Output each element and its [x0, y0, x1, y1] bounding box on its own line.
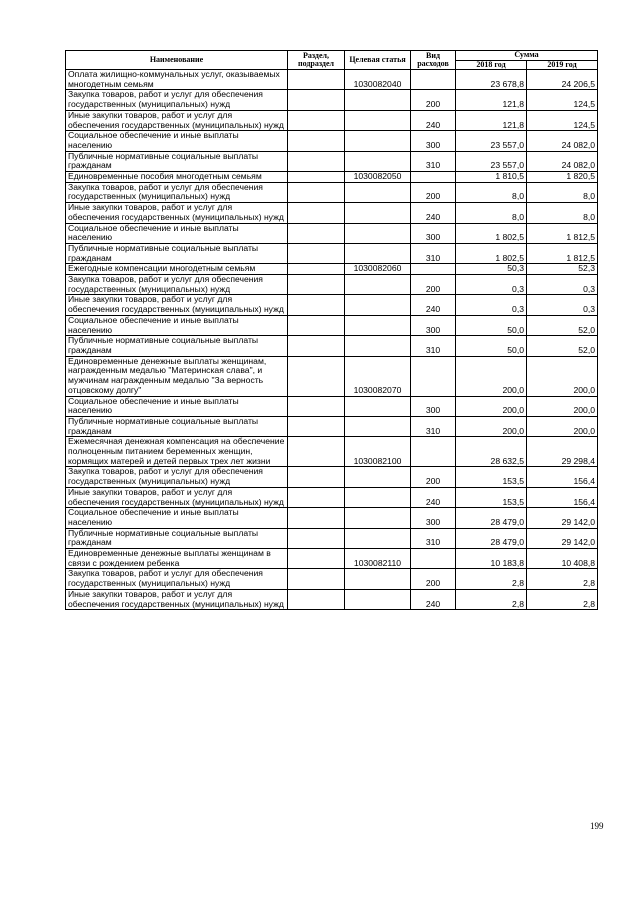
cell-section [288, 275, 345, 295]
cell-2019: 2,8 [527, 569, 598, 589]
cell-name: Публичные нормативные социальные выплаты гражданам [66, 528, 288, 548]
cell-type: 310 [411, 151, 456, 171]
cell-target [345, 243, 411, 263]
cell-target: 1030082100 [345, 437, 411, 467]
cell-section [288, 295, 345, 315]
page-number: 199 [590, 821, 604, 831]
cell-section [288, 437, 345, 467]
cell-name: Закупка товаров, работ и услуг для обеспечения государственных (муниципальных) нужд [66, 275, 288, 295]
table-row [66, 508, 598, 528]
table-row [66, 172, 598, 183]
cell-section [288, 396, 345, 416]
table-row [66, 589, 598, 609]
cell-target [345, 203, 411, 223]
cell-target [345, 131, 411, 151]
cell-2019: 156,4 [527, 487, 598, 507]
cell-target [345, 508, 411, 528]
cell-section [288, 549, 345, 569]
cell-type: 240 [411, 203, 456, 223]
cell-2018: 1 802,5 [456, 243, 527, 263]
cell-name: Иные закупки товаров, работ и услуг для обеспечения государственных (муниципальных) нужд [66, 589, 288, 609]
cell-2019: 29 142,0 [527, 528, 598, 548]
cell-section [288, 467, 345, 487]
cell-type: 300 [411, 223, 456, 243]
cell-name: Публичные нормативные социальные выплаты гражданам [66, 243, 288, 263]
cell-section [288, 528, 345, 548]
cell-type: 200 [411, 275, 456, 295]
cell-name: Единовременные денежные выплаты женщинам, награжденным медалью "Материнская слава", и мужчинам награжденным медалью "За верность отцовскому долгу" [66, 356, 288, 396]
cell-section [288, 508, 345, 528]
cell-target [345, 487, 411, 507]
table-row [66, 203, 598, 223]
cell-target [345, 151, 411, 171]
cell-target [345, 315, 411, 335]
cell-2018: 153,5 [456, 487, 527, 507]
table-row [66, 110, 598, 130]
cell-section [288, 172, 345, 183]
cell-2018: 8,0 [456, 182, 527, 202]
table-row [66, 336, 598, 356]
cell-type: 240 [411, 295, 456, 315]
cell-name: Единовременные денежные выплаты женщинам в связи с рождением ребенка [66, 549, 288, 569]
cell-2018: 200,0 [456, 356, 527, 396]
cell-type: 200 [411, 90, 456, 110]
cell-type: 200 [411, 569, 456, 589]
cell-target [345, 528, 411, 548]
cell-2019: 29 142,0 [527, 508, 598, 528]
table-row [66, 315, 598, 335]
table-row [66, 528, 598, 548]
cell-2018: 28 479,0 [456, 528, 527, 548]
table-row [66, 151, 598, 171]
cell-2019: 24 206,5 [527, 70, 598, 90]
cell-2018: 200,0 [456, 396, 527, 416]
cell-2019: 0,3 [527, 295, 598, 315]
cell-2018: 0,3 [456, 295, 527, 315]
cell-type: 310 [411, 416, 456, 436]
header-year-2019: 2019 год [527, 60, 598, 70]
table-row [66, 356, 598, 396]
cell-2019: 24 082,0 [527, 151, 598, 171]
table-body [66, 70, 598, 610]
cell-type: 300 [411, 508, 456, 528]
cell-type: 240 [411, 487, 456, 507]
cell-2019: 200,0 [527, 396, 598, 416]
cell-2019: 52,0 [527, 315, 598, 335]
cell-section [288, 70, 345, 90]
table-row [66, 437, 598, 467]
cell-name: Ежемесячная денежная компенсация на обеспечение полноценным питанием беременных женщин, кормящих матерей и детей первых трех лет жизни [66, 437, 288, 467]
cell-name: Публичные нормативные социальные выплаты гражданам [66, 336, 288, 356]
cell-2018: 1 810,5 [456, 172, 527, 183]
cell-type: 240 [411, 589, 456, 609]
cell-type: 310 [411, 336, 456, 356]
cell-section [288, 315, 345, 335]
cell-2018: 2,8 [456, 569, 527, 589]
cell-section [288, 203, 345, 223]
header-name: Наименование [66, 51, 288, 70]
cell-2018: 28 632,5 [456, 437, 527, 467]
cell-section [288, 110, 345, 130]
cell-name: Ежегодные компенсации многодетным семьям [66, 264, 288, 275]
cell-target: 1030082040 [345, 70, 411, 90]
cell-2019: 24 082,0 [527, 131, 598, 151]
cell-target: 1030082070 [345, 356, 411, 396]
cell-section [288, 336, 345, 356]
cell-2019: 52,3 [527, 264, 598, 275]
cell-type: 300 [411, 315, 456, 335]
table-row [66, 223, 598, 243]
budget-table-container [65, 50, 597, 610]
table-row [66, 487, 598, 507]
cell-type: 310 [411, 528, 456, 548]
cell-2019: 29 298,4 [527, 437, 598, 467]
table-row [66, 275, 598, 295]
cell-section [288, 182, 345, 202]
table-row [66, 90, 598, 110]
header-target: Целевая статья [345, 51, 411, 70]
cell-section [288, 151, 345, 171]
cell-type [411, 437, 456, 467]
cell-section [288, 264, 345, 275]
cell-2018: 50,3 [456, 264, 527, 275]
cell-2019: 10 408,8 [527, 549, 598, 569]
table-row [66, 131, 598, 151]
cell-target: 1030082050 [345, 172, 411, 183]
cell-2019: 8,0 [527, 203, 598, 223]
cell-section [288, 569, 345, 589]
cell-target [345, 467, 411, 487]
table-row [66, 467, 598, 487]
cell-2019: 200,0 [527, 416, 598, 436]
cell-2018: 10 183,8 [456, 549, 527, 569]
cell-name: Единовременные пособия многодетным семьям [66, 172, 288, 183]
header-year-2018: 2018 год [456, 60, 527, 70]
cell-2018: 2,8 [456, 589, 527, 609]
cell-name: Социальное обеспечение и иные выплаты населению [66, 315, 288, 335]
cell-type [411, 172, 456, 183]
cell-2019: 1 820,5 [527, 172, 598, 183]
cell-section [288, 131, 345, 151]
cell-2019: 156,4 [527, 467, 598, 487]
cell-section [288, 487, 345, 507]
cell-2018: 1 802,5 [456, 223, 527, 243]
header-section: Раздел, подраздел [288, 51, 345, 70]
cell-section [288, 589, 345, 609]
cell-name: Публичные нормативные социальные выплаты гражданам [66, 416, 288, 436]
cell-type: 200 [411, 182, 456, 202]
cell-type [411, 70, 456, 90]
cell-2018: 0,3 [456, 275, 527, 295]
cell-section [288, 90, 345, 110]
cell-2018: 153,5 [456, 467, 527, 487]
cell-section [288, 416, 345, 436]
cell-target [345, 589, 411, 609]
cell-2019: 52,0 [527, 336, 598, 356]
cell-2018: 8,0 [456, 203, 527, 223]
cell-name: Социальное обеспечение и иные выплаты населению [66, 508, 288, 528]
cell-name: Оплата жилищно-коммунальных услуг, оказываемых многодетным семьям [66, 70, 288, 90]
table-row [66, 264, 598, 275]
cell-2019: 1 812,5 [527, 243, 598, 263]
cell-name: Публичные нормативные социальные выплаты гражданам [66, 151, 288, 171]
cell-name: Иные закупки товаров, работ и услуг для обеспечения государственных (муниципальных) нужд [66, 295, 288, 315]
cell-target [345, 295, 411, 315]
cell-target [345, 416, 411, 436]
cell-type: 300 [411, 131, 456, 151]
table-row [66, 70, 598, 90]
cell-target: 1030082060 [345, 264, 411, 275]
cell-target [345, 182, 411, 202]
cell-2018: 50,0 [456, 336, 527, 356]
cell-2018: 121,8 [456, 90, 527, 110]
table-row [66, 549, 598, 569]
budget-table [65, 50, 598, 610]
cell-name: Иные закупки товаров, работ и услуг для обеспечения государственных (муниципальных) нужд [66, 487, 288, 507]
cell-2018: 23 557,0 [456, 151, 527, 171]
cell-target [345, 110, 411, 130]
table-row [66, 416, 598, 436]
cell-section [288, 356, 345, 396]
cell-2019: 0,3 [527, 275, 598, 295]
table-row [66, 569, 598, 589]
cell-section [288, 243, 345, 263]
cell-type: 200 [411, 467, 456, 487]
cell-2018: 28 479,0 [456, 508, 527, 528]
table-row [66, 182, 598, 202]
cell-target: 1030082110 [345, 549, 411, 569]
cell-type: 240 [411, 110, 456, 130]
cell-name: Закупка товаров, работ и услуг для обеспечения государственных (муниципальных) нужд [66, 90, 288, 110]
cell-name: Социальное обеспечение и иные выплаты населению [66, 396, 288, 416]
cell-2019: 124,5 [527, 110, 598, 130]
cell-2019: 200,0 [527, 356, 598, 396]
cell-type [411, 549, 456, 569]
cell-name: Иные закупки товаров, работ и услуг для обеспечения государственных (муниципальных) нужд [66, 203, 288, 223]
cell-2018: 121,8 [456, 110, 527, 130]
cell-target [345, 336, 411, 356]
cell-target [345, 275, 411, 295]
table-row [66, 295, 598, 315]
header-sum: Сумма [456, 51, 598, 61]
cell-name: Закупка товаров, работ и услуг для обеспечения государственных (муниципальных) нужд [66, 182, 288, 202]
cell-name: Социальное обеспечение и иные выплаты населению [66, 223, 288, 243]
cell-2019: 2,8 [527, 589, 598, 609]
cell-type [411, 264, 456, 275]
table-row [66, 396, 598, 416]
cell-name: Социальное обеспечение и иные выплаты населению [66, 131, 288, 151]
cell-2018: 50,0 [456, 315, 527, 335]
cell-2018: 200,0 [456, 416, 527, 436]
cell-target [345, 569, 411, 589]
table-row [66, 243, 598, 263]
header-type: Вид расходов [411, 51, 456, 70]
cell-name: Иные закупки товаров, работ и услуг для обеспечения государственных (муниципальных) нужд [66, 110, 288, 130]
cell-name: Закупка товаров, работ и услуг для обеспечения государственных (муниципальных) нужд [66, 569, 288, 589]
cell-type: 310 [411, 243, 456, 263]
cell-2019: 124,5 [527, 90, 598, 110]
cell-type [411, 356, 456, 396]
cell-target [345, 223, 411, 243]
cell-2019: 8,0 [527, 182, 598, 202]
cell-type: 300 [411, 396, 456, 416]
cell-target [345, 396, 411, 416]
cell-2019: 1 812,5 [527, 223, 598, 243]
cell-target [345, 90, 411, 110]
cell-name: Закупка товаров, работ и услуг для обеспечения государственных (муниципальных) нужд [66, 467, 288, 487]
cell-section [288, 223, 345, 243]
cell-2018: 23 678,8 [456, 70, 527, 90]
cell-2018: 23 557,0 [456, 131, 527, 151]
